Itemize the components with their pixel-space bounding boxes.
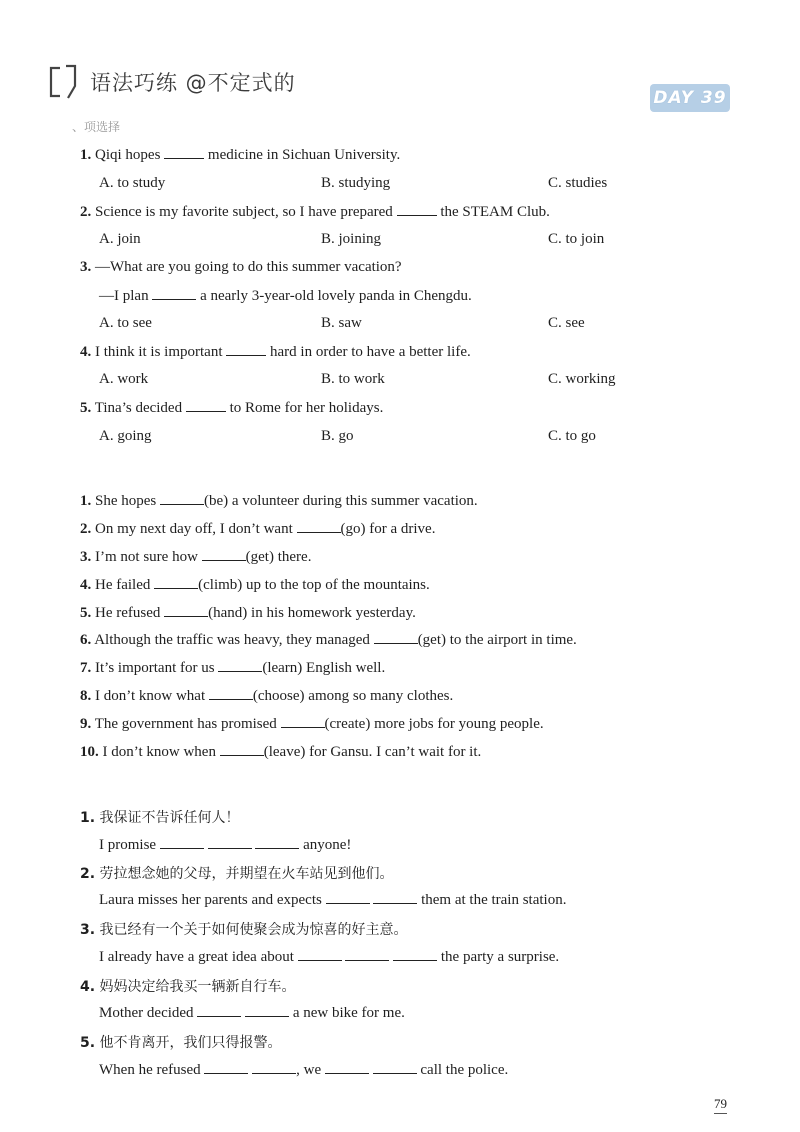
answer-blank[interactable] (218, 659, 262, 672)
translation-item-1-chinese: 1. 我保证不告诉任何人！ (80, 810, 240, 826)
question-3: 3. —What are you going to do this summer vacation? (80, 259, 402, 275)
answer-blank[interactable] (164, 604, 208, 617)
question-3-response: —I plan a nearly 3-year-old lovely panda in Chengdu. (99, 288, 472, 304)
option-a[interactable]: A. join (99, 231, 141, 247)
answer-blank[interactable] (373, 1061, 417, 1074)
fill-item-3: 3. I’m not sure how (get) there. (80, 549, 312, 565)
option-c[interactable]: C. to join (548, 231, 605, 247)
translation-item-4-chinese: 4. 妈妈决定给我买一辆新自行车。 (80, 979, 296, 995)
question-5: 5. Tina’s decided to Rome for her holidays. (80, 400, 384, 416)
section-label: 、项选择 (72, 120, 121, 134)
fill-item-8: 8. I don’t know what (choose) among so many clothes. (80, 688, 454, 704)
answer-blank[interactable] (186, 399, 226, 412)
fill-item-1: 1. She hopes (be) a volunteer during this summer vacation. (80, 493, 478, 509)
option-b[interactable]: B. go (321, 428, 354, 444)
fill-item-7: 7. It’s important for us (learn) English well. (80, 660, 386, 676)
answer-blank[interactable] (152, 287, 196, 300)
question-1: 1. Qiqi hopes medicine in Sichuan University. (80, 147, 401, 163)
page-number: 79 (714, 1096, 727, 1114)
translation-item-5-chinese: 5. 他不肯离开，我们只得报警。 (80, 1035, 282, 1051)
answer-blank[interactable] (220, 743, 264, 756)
translation-item-2-english: Laura misses her parents and expects them at the train station. (99, 892, 567, 908)
fill-item-10: 10. I don’t know when (leave) for Gansu. I can’t wait for it. (80, 744, 482, 760)
answer-blank[interactable] (374, 631, 418, 644)
answer-blank[interactable] (298, 948, 342, 961)
option-a[interactable]: A. work (99, 371, 149, 387)
option-b[interactable]: B. saw (321, 315, 362, 331)
fill-item-9: 9. The government has promised (create) more jobs for young people. (80, 716, 544, 732)
answer-blank[interactable] (345, 948, 389, 961)
answer-blank[interactable] (208, 836, 252, 849)
option-a[interactable]: A. to study (99, 175, 166, 191)
option-c[interactable]: C. to go (548, 428, 596, 444)
answer-blank[interactable] (226, 343, 266, 356)
answer-blank[interactable] (204, 1061, 248, 1074)
answer-blank[interactable] (160, 492, 204, 505)
answer-blank[interactable] (397, 203, 437, 216)
answer-blank[interactable] (252, 1061, 296, 1074)
answer-blank[interactable] (160, 836, 204, 849)
answer-blank[interactable] (297, 520, 341, 533)
answer-blank[interactable] (281, 715, 325, 728)
translation-item-3-english: I already have a great idea about the party a surprise. (99, 949, 560, 965)
answer-blank[interactable] (164, 146, 204, 159)
option-a[interactable]: A. going (99, 428, 152, 444)
fill-item-2: 2. On my next day off, I don’t want (go) for a drive. (80, 521, 436, 537)
translation-item-4-english: Mother decided a new bike for me. (99, 1005, 405, 1021)
day-badge: DAY 39 (650, 84, 730, 112)
question-4: 4. I think it is important hard in order to have a better life. (80, 344, 471, 360)
translation-item-2-chinese: 2. 劳拉想念她的父母，并期望在火车站见到他们。 (80, 866, 394, 882)
bracket-icon (48, 64, 78, 100)
answer-blank[interactable] (325, 1061, 369, 1074)
translation-item-3-chinese: 3. 我已经有一个关于如何使聚会成为惊喜的好主意。 (80, 922, 408, 938)
answer-blank[interactable] (197, 1004, 241, 1017)
option-b[interactable]: B. to work (321, 371, 385, 387)
fill-item-4: 4. He failed (climb) up to the top of the mountains. (80, 577, 430, 593)
answer-blank[interactable] (245, 1004, 289, 1017)
header (48, 62, 296, 102)
option-a[interactable]: A. to see (99, 315, 152, 331)
page-title: 语法巧练 @不定式的 (90, 71, 296, 95)
answer-blank[interactable] (326, 891, 370, 904)
answer-blank[interactable] (393, 948, 437, 961)
answer-blank[interactable] (255, 836, 299, 849)
option-c[interactable]: C. studies (548, 175, 608, 191)
translation-item-5-english: When he refused , we call the police. (99, 1062, 509, 1078)
option-b[interactable]: B. studying (321, 175, 391, 191)
answer-blank[interactable] (209, 687, 253, 700)
answer-blank[interactable] (154, 576, 198, 589)
option-b[interactable]: B. joining (321, 231, 382, 247)
translation-item-1-english: I promise anyone! (99, 837, 352, 853)
option-c[interactable]: C. working (548, 371, 616, 387)
answer-blank[interactable] (373, 891, 417, 904)
answer-blank[interactable] (202, 548, 246, 561)
option-c[interactable]: C. see (548, 315, 585, 331)
fill-item-5: 5. He refused (hand) in his homework yesterday. (80, 605, 416, 621)
question-2: 2. Science is my favorite subject, so I have prepared the STEAM Club. (80, 204, 550, 220)
fill-item-6: 6. Although the traffic was heavy, they managed (get) to the airport in time. (80, 632, 577, 648)
